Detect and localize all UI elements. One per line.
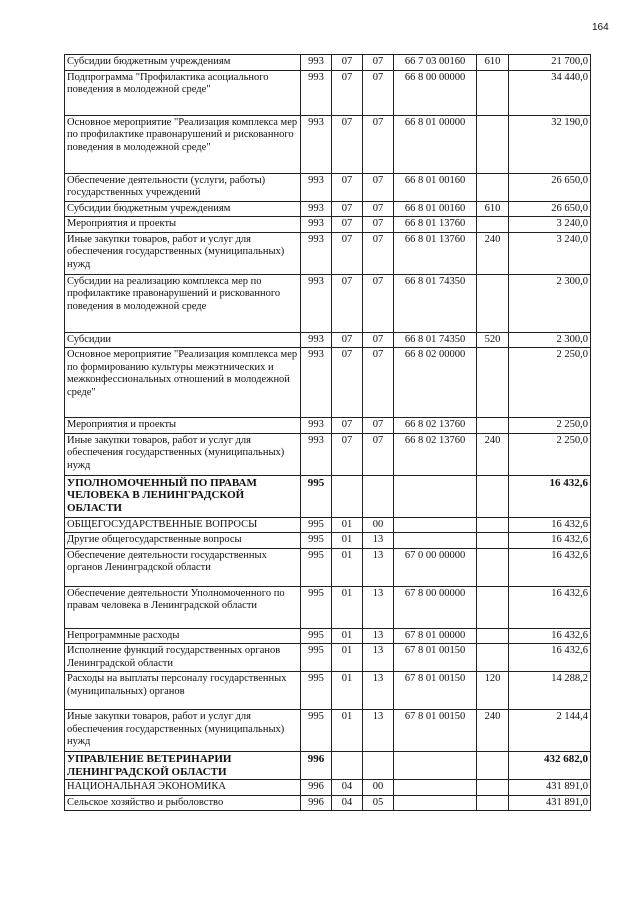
row-pr [363,752,394,780]
row-amount: 432 682,0 [509,752,591,780]
row-amount: 2 300,0 [509,332,591,348]
row-pr: 13 [363,628,394,644]
row-csr [394,795,477,811]
row-name: УПРАВЛЕНИЕ ВЕТЕРИНАРИИ ЛЕНИНГРАДСКОЙ ОБЛАСТИ [65,752,301,780]
row-pr: 13 [363,710,394,752]
row-vr: 120 [477,672,509,710]
row-csr: 67 0 00 00000 [394,548,477,586]
row-pr: 07 [363,418,394,434]
row-vr [477,752,509,780]
table-row [65,173,591,201]
row-vr [477,70,509,115]
row-csr: 66 8 01 00160 [394,201,477,217]
row-rz: 01 [332,710,363,752]
row-ved: 995 [301,628,332,644]
row-vr: 240 [477,710,509,752]
row-pr: 07 [363,274,394,332]
table-row [65,201,591,217]
row-vr: 240 [477,232,509,274]
row-name: Иные закупки товаров, работ и услуг для обеспечения государственных (муниципальных) нужд [65,710,301,752]
row-rz [332,752,363,780]
row-ved: 993 [301,433,332,475]
row-pr: 07 [363,201,394,217]
row-amount: 2 300,0 [509,274,591,332]
row-ved: 996 [301,795,332,811]
table-row [65,548,591,586]
row-ved: 993 [301,201,332,217]
row-vr: 610 [477,55,509,71]
row-rz: 04 [332,780,363,796]
row-name: Обеспечение деятельности государственных органов Ленинградской области [65,548,301,586]
row-vr [477,533,509,549]
row-pr: 07 [363,115,394,173]
row-ved: 995 [301,672,332,710]
row-pr: 00 [363,517,394,533]
row-pr: 07 [363,217,394,233]
row-ved: 996 [301,752,332,780]
row-name: Иные закупки товаров, работ и услуг для обеспечения государственных (муниципальных) нужд [65,433,301,475]
row-rz: 01 [332,533,363,549]
row-rz: 07 [332,70,363,115]
row-ved: 993 [301,332,332,348]
row-amount: 26 650,0 [509,201,591,217]
row-csr: 66 8 02 00000 [394,348,477,418]
row-amount: 21 700,0 [509,55,591,71]
row-name: Сельское хозяйство и рыболовство [65,795,301,811]
row-name: Другие общегосударственные вопросы [65,533,301,549]
row-ved: 995 [301,533,332,549]
row-amount: 14 288,2 [509,672,591,710]
row-amount: 32 190,0 [509,115,591,173]
row-amount: 431 891,0 [509,780,591,796]
table-row [65,70,591,115]
table-row [65,418,591,434]
row-csr: 66 8 02 13760 [394,418,477,434]
row-amount: 16 432,6 [509,628,591,644]
table-row [65,586,591,628]
table-row [65,628,591,644]
row-ved: 993 [301,70,332,115]
row-amount: 16 432,6 [509,548,591,586]
row-csr: 67 8 01 00150 [394,672,477,710]
row-csr [394,533,477,549]
row-rz: 01 [332,644,363,672]
row-pr: 13 [363,548,394,586]
row-name: Субсидии на реализацию комплекса мер по профилактике правонарушений и рискованного поведения в молодежной среде [65,274,301,332]
row-name: ОБЩЕГОСУДАРСТВЕННЫЕ ВОПРОСЫ [65,517,301,533]
table-row [65,795,591,811]
row-ved: 995 [301,517,332,533]
row-csr [394,780,477,796]
row-rz: 01 [332,586,363,628]
row-name: Иные закупки товаров, работ и услуг для обеспечения государственных (муниципальных) нужд [65,232,301,274]
row-amount: 16 432,6 [509,475,591,517]
row-ved: 995 [301,710,332,752]
row-name: Субсидии бюджетным учреждениям [65,201,301,217]
row-pr: 07 [363,232,394,274]
row-amount: 3 240,0 [509,232,591,274]
row-name: Субсидии бюджетным учреждениям [65,55,301,71]
table-row [65,710,591,752]
row-pr: 00 [363,780,394,796]
row-vr [477,348,509,418]
row-name: НАЦИОНАЛЬНАЯ ЭКОНОМИКА [65,780,301,796]
row-csr: 66 8 01 74350 [394,332,477,348]
row-csr [394,517,477,533]
row-csr: 67 8 01 00150 [394,644,477,672]
row-vr [477,115,509,173]
row-amount: 26 650,0 [509,173,591,201]
table-row [65,752,591,780]
row-pr: 07 [363,348,394,418]
row-rz: 07 [332,173,363,201]
row-name: Подпрограмма "Профилактика асоциального поведения в молодежной среде" [65,70,301,115]
table-row [65,348,591,418]
row-vr [477,644,509,672]
row-amount: 16 432,6 [509,517,591,533]
row-rz: 01 [332,628,363,644]
page-number: 164 [592,22,609,33]
row-csr: 66 8 01 00000 [394,115,477,173]
row-name: Обеспечение деятельности (услуги, работы) государственных учреждений [65,173,301,201]
table-row [65,533,591,549]
row-amount: 16 432,6 [509,586,591,628]
row-csr: 66 8 01 74350 [394,274,477,332]
row-name: Основное мероприятие "Реализация комплекса мер по профилактике правонарушений и рискованного поведения в молодежной среде" [65,115,301,173]
row-name: Субсидии [65,332,301,348]
row-rz: 07 [332,232,363,274]
row-ved: 993 [301,217,332,233]
row-rz: 07 [332,201,363,217]
row-rz: 07 [332,433,363,475]
table-row [65,644,591,672]
row-vr [477,173,509,201]
row-csr [394,752,477,780]
row-rz: 07 [332,418,363,434]
row-amount: 16 432,6 [509,644,591,672]
row-pr: 13 [363,672,394,710]
row-ved: 993 [301,274,332,332]
row-vr [477,586,509,628]
row-amount: 34 440,0 [509,70,591,115]
row-vr [477,780,509,796]
row-ved: 993 [301,173,332,201]
row-name: Основное мероприятие "Реализация комплекса мер по формированию культуры межэтнических и межконфессиональных отношений в молодежной среде" [65,348,301,418]
row-name: УПОЛНОМОЧЕННЫЙ ПО ПРАВАМ ЧЕЛОВЕКА В ЛЕНИНГРАДСКОЙ ОБЛАСТИ [65,475,301,517]
row-ved: 993 [301,348,332,418]
table-row [65,517,591,533]
row-amount: 2 250,0 [509,433,591,475]
row-csr: 66 8 01 13760 [394,232,477,274]
row-csr [394,475,477,517]
row-rz: 04 [332,795,363,811]
row-name: Обеспечение деятельности Уполномоченного по правам человека в Ленинградской области [65,586,301,628]
row-vr [477,548,509,586]
table-row [65,672,591,710]
row-csr: 66 7 03 00160 [394,55,477,71]
row-ved: 993 [301,115,332,173]
table-row [65,780,591,796]
row-name: Мероприятия и проекты [65,217,301,233]
row-ved: 993 [301,232,332,274]
row-csr: 67 8 00 00000 [394,586,477,628]
row-amount: 431 891,0 [509,795,591,811]
row-name: Расходы на выплаты персоналу государственных (муниципальных) органов [65,672,301,710]
row-ved: 993 [301,418,332,434]
row-pr: 07 [363,433,394,475]
row-name: Исполнение функций государственных органов Ленинградской области [65,644,301,672]
row-csr: 66 8 02 13760 [394,433,477,475]
row-csr: 67 8 01 00000 [394,628,477,644]
row-vr: 610 [477,201,509,217]
row-rz: 01 [332,548,363,586]
row-rz: 07 [332,274,363,332]
row-vr: 520 [477,332,509,348]
row-vr [477,418,509,434]
row-pr: 13 [363,533,394,549]
row-rz: 01 [332,672,363,710]
row-pr: 05 [363,795,394,811]
row-vr: 240 [477,433,509,475]
table-row [65,232,591,274]
row-vr [477,517,509,533]
row-ved: 995 [301,586,332,628]
row-ved: 995 [301,548,332,586]
row-vr [477,795,509,811]
table-row [65,475,591,517]
row-vr [477,475,509,517]
table-row [65,217,591,233]
row-amount: 3 240,0 [509,217,591,233]
table-row [65,332,591,348]
row-pr: 07 [363,173,394,201]
table-row [65,274,591,332]
row-amount: 2 144,4 [509,710,591,752]
row-ved: 996 [301,780,332,796]
row-pr: 07 [363,70,394,115]
row-vr [477,628,509,644]
row-pr: 13 [363,586,394,628]
row-amount: 2 250,0 [509,348,591,418]
row-rz: 07 [332,217,363,233]
budget-table-body [65,55,591,811]
table-row [65,115,591,173]
row-pr: 13 [363,644,394,672]
row-rz: 07 [332,348,363,418]
row-ved: 993 [301,55,332,71]
row-vr [477,217,509,233]
row-csr: 67 8 01 00150 [394,710,477,752]
row-rz: 01 [332,517,363,533]
row-csr: 66 8 00 00000 [394,70,477,115]
row-amount: 16 432,6 [509,533,591,549]
row-pr: 07 [363,55,394,71]
row-name: Мероприятия и проекты [65,418,301,434]
row-csr: 66 8 01 00160 [394,173,477,201]
row-pr: 07 [363,332,394,348]
row-csr: 66 8 01 13760 [394,217,477,233]
row-vr [477,274,509,332]
row-ved: 995 [301,644,332,672]
row-amount: 2 250,0 [509,418,591,434]
table-row [65,55,591,71]
table-row [65,433,591,475]
row-rz: 07 [332,55,363,71]
row-pr [363,475,394,517]
row-rz: 07 [332,115,363,173]
row-ved: 995 [301,475,332,517]
row-rz: 07 [332,332,363,348]
budget-table [64,54,591,811]
row-rz [332,475,363,517]
row-name: Непрограммные расходы [65,628,301,644]
